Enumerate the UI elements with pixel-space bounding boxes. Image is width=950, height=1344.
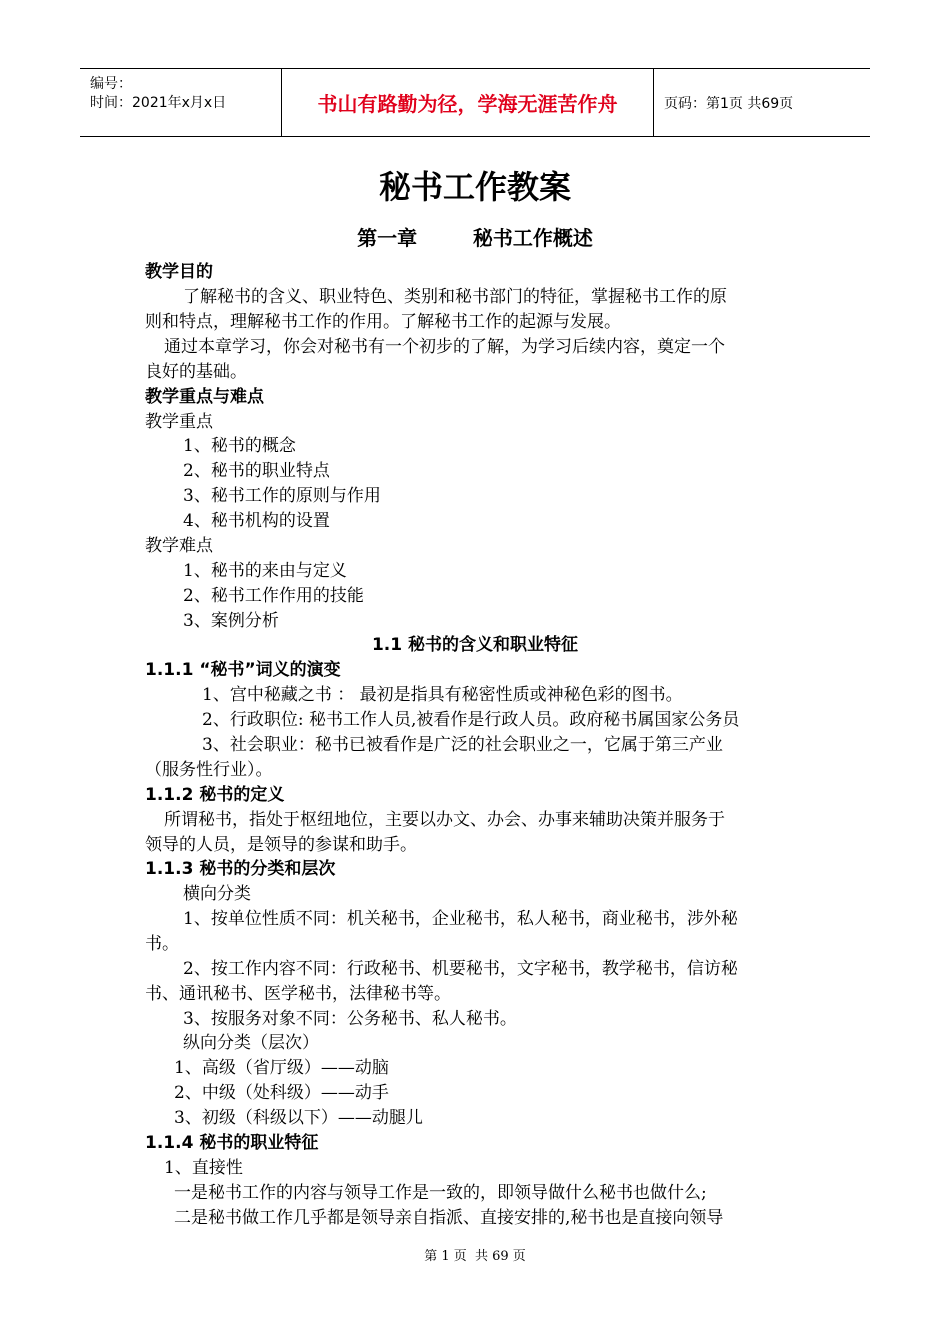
list-item: 1、高级（省厅级）——动脑: [174, 1058, 389, 1078]
body-line: 纵向分类（层次）: [183, 1033, 319, 1053]
serial-label: 编号：: [90, 76, 132, 92]
list-item: 3、初级（科级以下）——动腿儿: [174, 1108, 423, 1128]
body-line: 书、通讯秘书、医学秘书，法律秘书等。: [145, 984, 451, 1004]
list-item: 2、按工作内容不同：行政秘书、机要秘书，文字秘书，教学秘书，信访秘: [183, 959, 738, 979]
list-item: 1、直接性: [164, 1158, 243, 1178]
body-line: 了解秘书的含义、职业特色、类别和秘书部门的特征，掌握秘书工作的原: [183, 287, 727, 307]
list-item: 1、秘书的来由与定义: [183, 561, 347, 581]
header-meta-cell: [80, 69, 281, 136]
section-heading: 教学重点与难点: [145, 387, 264, 407]
body-line: 通过本章学习，你会对秘书有一个初步的了解，为学习后续内容，奠定一个: [164, 337, 725, 357]
list-item: 2、秘书工作作用的技能: [183, 586, 364, 606]
date-line: 时间：2021年x月x日: [90, 95, 227, 111]
body-line: 教学重点: [145, 412, 213, 432]
page-footer: 第 1 页 共 69 页: [424, 1249, 526, 1264]
list-item: 2、行政职位: 秘书工作人员,被看作是行政人员。政府秘书属国家公务员: [202, 710, 740, 730]
list-item: 3、按服务对象不同：公务秘书、私人秘书。: [183, 1009, 517, 1029]
section-heading: 教学目的: [145, 262, 213, 282]
body-line: 则和特点，理解秘书工作的作用。了解秘书工作的起源与发展。: [145, 312, 621, 332]
list-item: 1、秘书的概念: [183, 436, 296, 456]
list-item: 3、秘书工作的原则与作用: [183, 486, 381, 506]
body-line: 领导的人员，是领导的参谋和助手。: [145, 835, 417, 855]
list-item: 2、中级（处科级）——动手: [174, 1083, 389, 1103]
section-heading: 1.1.4 秘书的职业特征: [145, 1133, 319, 1153]
section-heading: 1.1.3 秘书的分类和层次: [145, 859, 336, 879]
section-heading: 1.1.2 秘书的定义: [145, 785, 285, 805]
section-heading: 1.1.1 “秘书”词义的演变: [145, 660, 341, 680]
page-info-cell: [653, 69, 870, 136]
body-line: 一是秘书工作的内容与领导工作是一致的，即领导做什么秘书也做什么;: [174, 1183, 707, 1203]
list-item: 1、按单位性质不同：机关秘书，企业秘书，私人秘书，商业秘书，涉外秘: [183, 909, 738, 929]
body-line: 教学难点: [145, 536, 213, 556]
body-line: 所谓秘书，指处于枢纽地位，主要以办文、办会、办事来辅助决策并服务于: [164, 810, 725, 830]
body-line: 书。: [145, 934, 179, 954]
list-item: 2、秘书的职业特点: [183, 461, 330, 481]
list-item: 3、案例分析: [183, 611, 279, 631]
list-item: 1、宫中秘藏之书 ： 最初是指具有秘密性质或神秘色彩的图书。: [202, 685, 683, 705]
list-item: 4、秘书机构的设置: [183, 511, 330, 531]
body-line: 二是秘书做工作几乎都是领导亲自指派、直接安排的,秘书也是直接向领导: [174, 1208, 724, 1228]
header-table: [80, 68, 870, 137]
body-line: （服务性行业）。: [145, 760, 273, 780]
document-title: 秘书工作教案: [378, 168, 571, 206]
section-heading: 1.1 秘书的含义和职业特征: [371, 635, 579, 655]
page-info: 页码：第1页 共69页: [664, 95, 794, 112]
body-line: 良好的基础。: [145, 362, 247, 382]
list-item: 3、社会职业：秘书已被看作是广泛的社会职业之一，它属于第三产业: [202, 735, 723, 755]
chapter-heading: 第一章 秘书工作概述: [357, 226, 593, 250]
body-line: 横向分类: [183, 884, 251, 904]
motto: 书山有路勤为径，学海无涯苦作舟: [281, 69, 654, 136]
